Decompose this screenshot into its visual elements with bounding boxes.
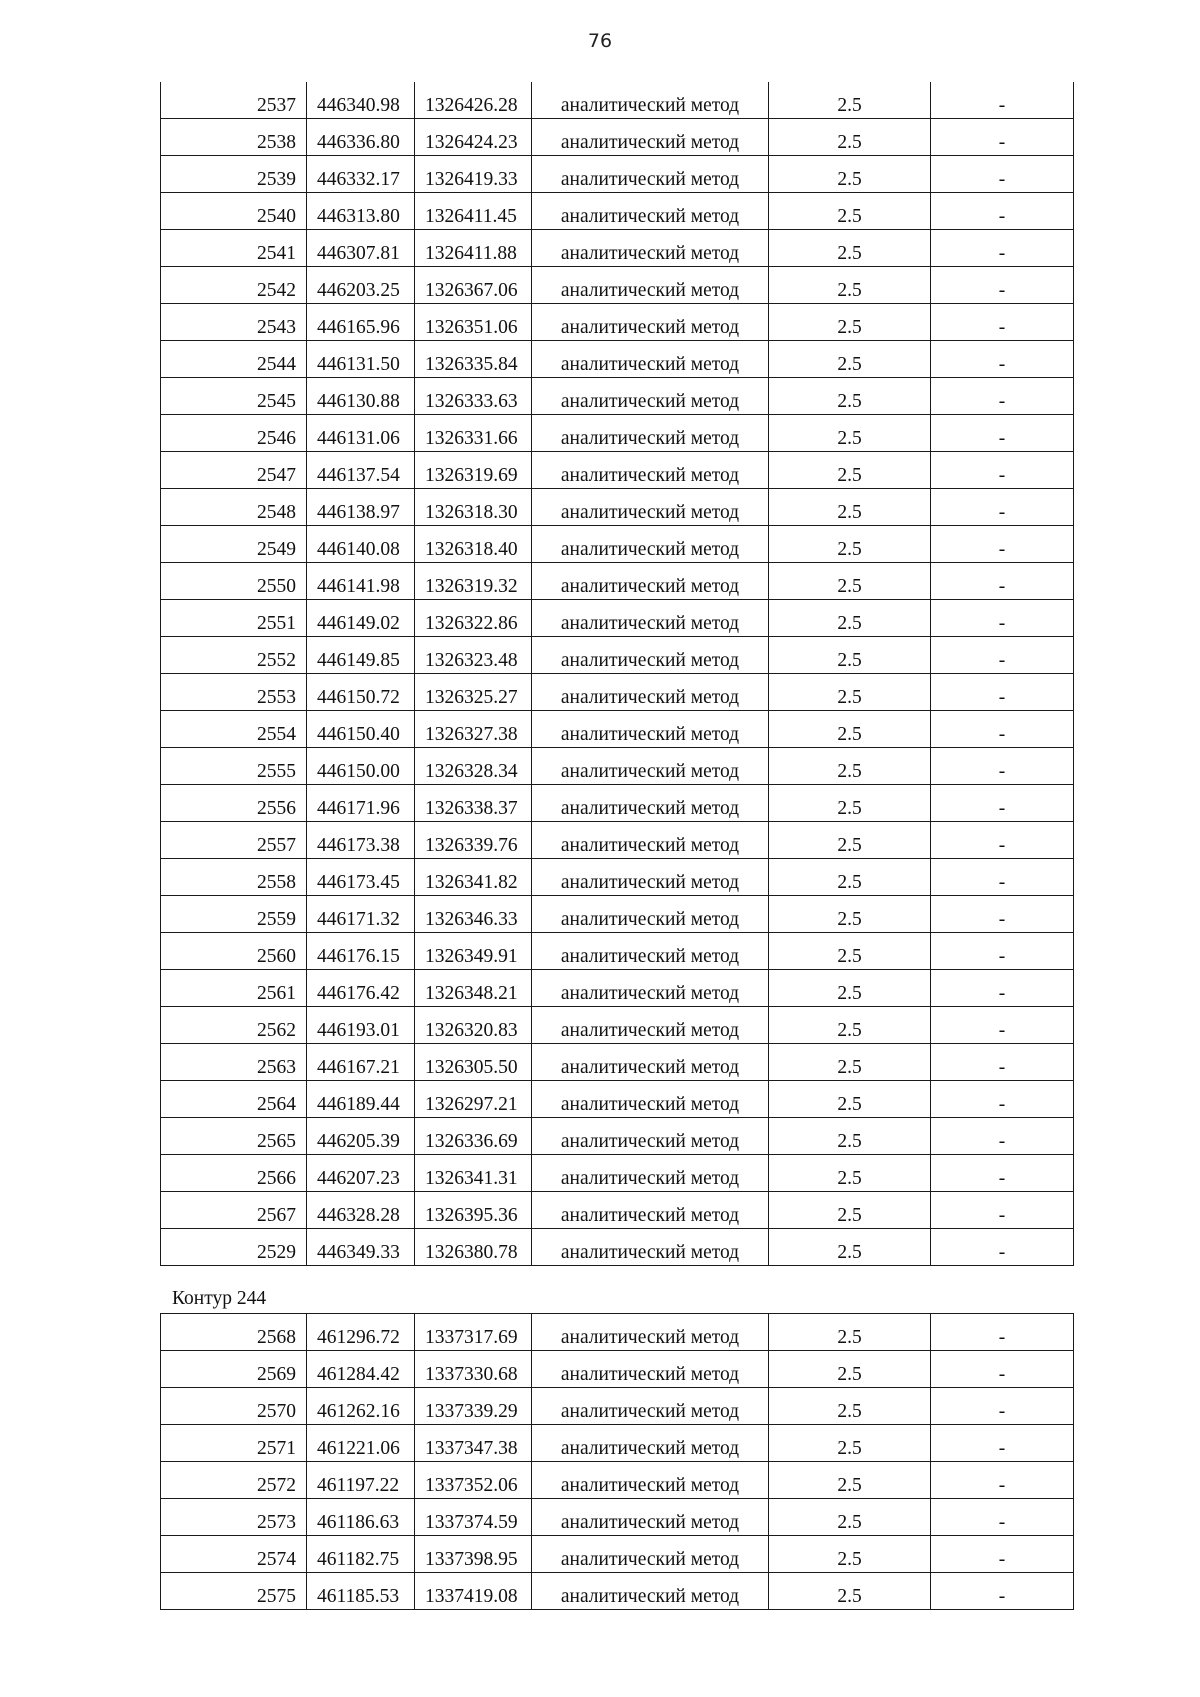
x-coordinate-cell: 461182.75 — [307, 1536, 415, 1573]
method-cell: аналитический метод — [532, 1388, 769, 1425]
note-cell: - — [931, 1462, 1074, 1499]
coordinates-table-body — [161, 82, 1074, 1266]
table-row — [161, 674, 1074, 711]
table-row — [161, 119, 1074, 156]
accuracy-cell: 2.5 — [769, 970, 931, 1007]
point-number-cell: 2565 — [161, 1118, 307, 1155]
x-coordinate-cell: 446171.32 — [307, 896, 415, 933]
accuracy-cell: 2.5 — [769, 1573, 931, 1610]
method-cell: аналитический метод — [532, 933, 769, 970]
x-coordinate-cell: 446167.21 — [307, 1044, 415, 1081]
note-cell: - — [931, 933, 1074, 970]
method-cell: аналитический метод — [532, 859, 769, 896]
method-cell: аналитический метод — [532, 970, 769, 1007]
point-number-cell: 2566 — [161, 1155, 307, 1192]
y-coordinate-cell: 1326380.78 — [415, 1229, 532, 1266]
point-number-cell: 2546 — [161, 415, 307, 452]
y-coordinate-cell: 1337352.06 — [415, 1462, 532, 1499]
table-row — [161, 1118, 1074, 1155]
method-cell: аналитический метод — [532, 1192, 769, 1229]
method-cell: аналитический метод — [532, 304, 769, 341]
x-coordinate-cell: 446150.00 — [307, 748, 415, 785]
y-coordinate-cell: 1326333.63 — [415, 378, 532, 415]
point-number-cell: 2555 — [161, 748, 307, 785]
method-cell: аналитический метод — [532, 1155, 769, 1192]
table-row — [161, 1229, 1074, 1266]
point-number-cell: 2553 — [161, 674, 307, 711]
table-row — [161, 1314, 1074, 1351]
point-number-cell: 2542 — [161, 267, 307, 304]
accuracy-cell: 2.5 — [769, 822, 931, 859]
x-coordinate-cell: 461185.53 — [307, 1573, 415, 1610]
accuracy-cell: 2.5 — [769, 193, 931, 230]
x-coordinate-cell: 461262.16 — [307, 1388, 415, 1425]
coordinates-table — [160, 82, 1074, 1266]
coordinates-table-contour — [160, 1313, 1074, 1610]
method-cell: аналитический метод — [532, 1229, 769, 1266]
table-row — [161, 1388, 1074, 1425]
table-row — [161, 1081, 1074, 1118]
method-cell: аналитический метод — [532, 896, 769, 933]
section-label: Контур 244 — [172, 1288, 267, 1309]
point-number-cell: 2540 — [161, 193, 307, 230]
accuracy-cell: 2.5 — [769, 1425, 931, 1462]
y-coordinate-cell: 1337419.08 — [415, 1573, 532, 1610]
point-number-cell: 2552 — [161, 637, 307, 674]
method-cell: аналитический метод — [532, 637, 769, 674]
accuracy-cell: 2.5 — [769, 711, 931, 748]
note-cell: - — [931, 637, 1074, 674]
y-coordinate-cell: 1326395.36 — [415, 1192, 532, 1229]
table-row — [161, 1536, 1074, 1573]
table-row — [161, 1007, 1074, 1044]
table-row — [161, 193, 1074, 230]
x-coordinate-cell: 446150.40 — [307, 711, 415, 748]
point-number-cell: 2572 — [161, 1462, 307, 1499]
table-row — [161, 489, 1074, 526]
note-cell: - — [931, 230, 1074, 267]
accuracy-cell: 2.5 — [769, 378, 931, 415]
method-cell: аналитический метод — [532, 1425, 769, 1462]
table-row — [161, 563, 1074, 600]
point-number-cell: 2529 — [161, 1229, 307, 1266]
method-cell: аналитический метод — [532, 748, 769, 785]
point-number-cell: 2571 — [161, 1425, 307, 1462]
note-cell: - — [931, 1007, 1074, 1044]
y-coordinate-cell: 1326331.66 — [415, 415, 532, 452]
accuracy-cell: 2.5 — [769, 1081, 931, 1118]
y-coordinate-cell: 1326341.82 — [415, 859, 532, 896]
note-cell: - — [931, 415, 1074, 452]
table-row — [161, 1192, 1074, 1229]
y-coordinate-cell: 1337347.38 — [415, 1425, 532, 1462]
accuracy-cell: 2.5 — [769, 1155, 931, 1192]
y-coordinate-cell: 1326411.45 — [415, 193, 532, 230]
note-cell: - — [931, 896, 1074, 933]
note-cell: - — [931, 341, 1074, 378]
x-coordinate-cell: 461186.63 — [307, 1499, 415, 1536]
y-coordinate-cell: 1326305.50 — [415, 1044, 532, 1081]
accuracy-cell: 2.5 — [769, 1499, 931, 1536]
accuracy-cell: 2.5 — [769, 674, 931, 711]
x-coordinate-cell: 446340.98 — [307, 82, 415, 119]
note-cell: - — [931, 1536, 1074, 1573]
accuracy-cell: 2.5 — [769, 785, 931, 822]
note-cell: - — [931, 526, 1074, 563]
x-coordinate-cell: 446137.54 — [307, 452, 415, 489]
x-coordinate-cell: 446336.80 — [307, 119, 415, 156]
accuracy-cell: 2.5 — [769, 119, 931, 156]
method-cell: аналитический метод — [532, 1081, 769, 1118]
note-cell: - — [931, 193, 1074, 230]
accuracy-cell: 2.5 — [769, 1192, 931, 1229]
point-number-cell: 2551 — [161, 600, 307, 637]
x-coordinate-cell: 446173.45 — [307, 859, 415, 896]
table-row — [161, 526, 1074, 563]
accuracy-cell: 2.5 — [769, 304, 931, 341]
method-cell: аналитический метод — [532, 415, 769, 452]
y-coordinate-cell: 1326419.33 — [415, 156, 532, 193]
accuracy-cell: 2.5 — [769, 896, 931, 933]
note-cell: - — [931, 304, 1074, 341]
accuracy-cell: 2.5 — [769, 1314, 931, 1351]
x-coordinate-cell: 446171.96 — [307, 785, 415, 822]
method-cell: аналитический метод — [532, 82, 769, 119]
method-cell: аналитический метод — [532, 1044, 769, 1081]
y-coordinate-cell: 1326297.21 — [415, 1081, 532, 1118]
x-coordinate-cell: 446149.85 — [307, 637, 415, 674]
method-cell: аналитический метод — [532, 785, 769, 822]
accuracy-cell: 2.5 — [769, 1044, 931, 1081]
accuracy-cell: 2.5 — [769, 1388, 931, 1425]
point-number-cell: 2541 — [161, 230, 307, 267]
note-cell: - — [931, 489, 1074, 526]
accuracy-cell: 2.5 — [769, 1351, 931, 1388]
method-cell: аналитический метод — [532, 822, 769, 859]
y-coordinate-cell: 1337317.69 — [415, 1314, 532, 1351]
note-cell: - — [931, 1081, 1074, 1118]
method-cell: аналитический метод — [532, 674, 769, 711]
point-number-cell: 2573 — [161, 1499, 307, 1536]
table-row — [161, 1155, 1074, 1192]
point-number-cell: 2561 — [161, 970, 307, 1007]
table-row — [161, 970, 1074, 1007]
table-row — [161, 711, 1074, 748]
y-coordinate-cell: 1326325.27 — [415, 674, 532, 711]
point-number-cell: 2550 — [161, 563, 307, 600]
method-cell: аналитический метод — [532, 378, 769, 415]
note-cell: - — [931, 1425, 1074, 1462]
accuracy-cell: 2.5 — [769, 452, 931, 489]
point-number-cell: 2575 — [161, 1573, 307, 1610]
method-cell: аналитический метод — [532, 1499, 769, 1536]
x-coordinate-cell: 446150.72 — [307, 674, 415, 711]
table-row — [161, 1573, 1074, 1610]
y-coordinate-cell: 1326336.69 — [415, 1118, 532, 1155]
table-row — [161, 378, 1074, 415]
method-cell: аналитический метод — [532, 267, 769, 304]
note-cell: - — [931, 1351, 1074, 1388]
note-cell: - — [931, 452, 1074, 489]
x-coordinate-cell: 461221.06 — [307, 1425, 415, 1462]
method-cell: аналитический метод — [532, 1462, 769, 1499]
y-coordinate-cell: 1326318.40 — [415, 526, 532, 563]
accuracy-cell: 2.5 — [769, 748, 931, 785]
x-coordinate-cell: 461197.22 — [307, 1462, 415, 1499]
point-number-cell: 2563 — [161, 1044, 307, 1081]
accuracy-cell: 2.5 — [769, 82, 931, 119]
y-coordinate-cell: 1326320.83 — [415, 1007, 532, 1044]
accuracy-cell: 2.5 — [769, 341, 931, 378]
x-coordinate-cell: 446307.81 — [307, 230, 415, 267]
table-row — [161, 748, 1074, 785]
note-cell: - — [931, 1118, 1074, 1155]
note-cell: - — [931, 1229, 1074, 1266]
accuracy-cell: 2.5 — [769, 859, 931, 896]
x-coordinate-cell: 446205.39 — [307, 1118, 415, 1155]
x-coordinate-cell: 446349.33 — [307, 1229, 415, 1266]
y-coordinate-cell: 1326338.37 — [415, 785, 532, 822]
note-cell: - — [931, 1155, 1074, 1192]
x-coordinate-cell: 446203.25 — [307, 267, 415, 304]
accuracy-cell: 2.5 — [769, 1229, 931, 1266]
method-cell: аналитический метод — [532, 193, 769, 230]
x-coordinate-cell: 446130.88 — [307, 378, 415, 415]
point-number-cell: 2547 — [161, 452, 307, 489]
note-cell: - — [931, 1314, 1074, 1351]
method-cell: аналитический метод — [532, 341, 769, 378]
note-cell: - — [931, 711, 1074, 748]
x-coordinate-cell: 446193.01 — [307, 1007, 415, 1044]
y-coordinate-cell: 1326411.88 — [415, 230, 532, 267]
accuracy-cell: 2.5 — [769, 933, 931, 970]
y-coordinate-cell: 1326328.34 — [415, 748, 532, 785]
note-cell: - — [931, 600, 1074, 637]
method-cell: аналитический метод — [532, 526, 769, 563]
table-row — [161, 230, 1074, 267]
x-coordinate-cell: 446189.44 — [307, 1081, 415, 1118]
x-coordinate-cell: 446140.08 — [307, 526, 415, 563]
x-coordinate-cell: 446207.23 — [307, 1155, 415, 1192]
x-coordinate-cell: 446131.06 — [307, 415, 415, 452]
note-cell: - — [931, 1192, 1074, 1229]
method-cell: аналитический метод — [532, 711, 769, 748]
y-coordinate-cell: 1326348.21 — [415, 970, 532, 1007]
note-cell: - — [931, 563, 1074, 600]
x-coordinate-cell: 446165.96 — [307, 304, 415, 341]
x-coordinate-cell: 461296.72 — [307, 1314, 415, 1351]
table-row — [161, 1425, 1074, 1462]
method-cell: аналитический метод — [532, 600, 769, 637]
accuracy-cell: 2.5 — [769, 156, 931, 193]
x-coordinate-cell: 446313.80 — [307, 193, 415, 230]
table-row — [161, 341, 1074, 378]
point-number-cell: 2562 — [161, 1007, 307, 1044]
point-number-cell: 2559 — [161, 896, 307, 933]
accuracy-cell: 2.5 — [769, 637, 931, 674]
method-cell: аналитический метод — [532, 1007, 769, 1044]
x-coordinate-cell: 446176.15 — [307, 933, 415, 970]
method-cell: аналитический метод — [532, 1118, 769, 1155]
method-cell: аналитический метод — [532, 1351, 769, 1388]
accuracy-cell: 2.5 — [769, 230, 931, 267]
note-cell: - — [931, 970, 1074, 1007]
x-coordinate-cell: 446131.50 — [307, 341, 415, 378]
y-coordinate-cell: 1326339.76 — [415, 822, 532, 859]
x-coordinate-cell: 446176.42 — [307, 970, 415, 1007]
x-coordinate-cell: 446173.38 — [307, 822, 415, 859]
x-coordinate-cell: 446328.28 — [307, 1192, 415, 1229]
note-cell: - — [931, 156, 1074, 193]
x-coordinate-cell: 446138.97 — [307, 489, 415, 526]
y-coordinate-cell: 1326327.38 — [415, 711, 532, 748]
y-coordinate-cell: 1326367.06 — [415, 267, 532, 304]
point-number-cell: 2574 — [161, 1536, 307, 1573]
accuracy-cell: 2.5 — [769, 563, 931, 600]
note-cell: - — [931, 859, 1074, 896]
point-number-cell: 2564 — [161, 1081, 307, 1118]
table-row — [161, 822, 1074, 859]
x-coordinate-cell: 446332.17 — [307, 156, 415, 193]
accuracy-cell: 2.5 — [769, 1118, 931, 1155]
note-cell: - — [931, 119, 1074, 156]
point-number-cell: 2567 — [161, 1192, 307, 1229]
y-coordinate-cell: 1326426.28 — [415, 82, 532, 119]
coordinates-table-contour-body — [161, 1314, 1074, 1610]
y-coordinate-cell: 1337339.29 — [415, 1388, 532, 1425]
y-coordinate-cell: 1326335.84 — [415, 341, 532, 378]
method-cell: аналитический метод — [532, 119, 769, 156]
method-cell: аналитический метод — [532, 489, 769, 526]
point-number-cell: 2569 — [161, 1351, 307, 1388]
table-row — [161, 156, 1074, 193]
table-row — [161, 1044, 1074, 1081]
accuracy-cell: 2.5 — [769, 267, 931, 304]
note-cell: - — [931, 748, 1074, 785]
table-row — [161, 600, 1074, 637]
point-number-cell: 2560 — [161, 933, 307, 970]
table-row — [161, 267, 1074, 304]
point-number-cell: 2539 — [161, 156, 307, 193]
y-coordinate-cell: 1326318.30 — [415, 489, 532, 526]
note-cell: - — [931, 378, 1074, 415]
y-coordinate-cell: 1326323.48 — [415, 637, 532, 674]
y-coordinate-cell: 1337330.68 — [415, 1351, 532, 1388]
table-row — [161, 304, 1074, 341]
point-number-cell: 2538 — [161, 119, 307, 156]
table-row — [161, 933, 1074, 970]
method-cell: аналитический метод — [532, 1573, 769, 1610]
accuracy-cell: 2.5 — [769, 489, 931, 526]
note-cell: - — [931, 785, 1074, 822]
point-number-cell: 2570 — [161, 1388, 307, 1425]
table-row — [161, 415, 1074, 452]
y-coordinate-cell: 1326351.06 — [415, 304, 532, 341]
point-number-cell: 2556 — [161, 785, 307, 822]
point-number-cell: 2558 — [161, 859, 307, 896]
y-coordinate-cell: 1326319.69 — [415, 452, 532, 489]
point-number-cell: 2549 — [161, 526, 307, 563]
y-coordinate-cell: 1326349.91 — [415, 933, 532, 970]
accuracy-cell: 2.5 — [769, 1007, 931, 1044]
point-number-cell: 2545 — [161, 378, 307, 415]
method-cell: аналитический метод — [532, 563, 769, 600]
point-number-cell: 2557 — [161, 822, 307, 859]
method-cell: аналитический метод — [532, 452, 769, 489]
y-coordinate-cell: 1326319.32 — [415, 563, 532, 600]
method-cell: аналитический метод — [532, 1314, 769, 1351]
y-coordinate-cell: 1337398.95 — [415, 1536, 532, 1573]
method-cell: аналитический метод — [532, 156, 769, 193]
table-row — [161, 1499, 1074, 1536]
table-row — [161, 637, 1074, 674]
y-coordinate-cell: 1326346.33 — [415, 896, 532, 933]
accuracy-cell: 2.5 — [769, 415, 931, 452]
point-number-cell: 2568 — [161, 1314, 307, 1351]
accuracy-cell: 2.5 — [769, 1536, 931, 1573]
y-coordinate-cell: 1326424.23 — [415, 119, 532, 156]
point-number-cell: 2537 — [161, 82, 307, 119]
method-cell: аналитический метод — [532, 230, 769, 267]
point-number-cell: 2554 — [161, 711, 307, 748]
table-row — [161, 896, 1074, 933]
table-row — [161, 785, 1074, 822]
y-coordinate-cell: 1326322.86 — [415, 600, 532, 637]
y-coordinate-cell: 1337374.59 — [415, 1499, 532, 1536]
accuracy-cell: 2.5 — [769, 1462, 931, 1499]
note-cell: - — [931, 1499, 1074, 1536]
point-number-cell: 2543 — [161, 304, 307, 341]
note-cell: - — [931, 1388, 1074, 1425]
x-coordinate-cell: 461284.42 — [307, 1351, 415, 1388]
method-cell: аналитический метод — [532, 1536, 769, 1573]
x-coordinate-cell: 446141.98 — [307, 563, 415, 600]
note-cell: - — [931, 822, 1074, 859]
y-coordinate-cell: 1326341.31 — [415, 1155, 532, 1192]
note-cell: - — [931, 1044, 1074, 1081]
accuracy-cell: 2.5 — [769, 526, 931, 563]
page-number: 76 — [587, 30, 613, 52]
table-row — [161, 1351, 1074, 1388]
note-cell: - — [931, 267, 1074, 304]
point-number-cell: 2544 — [161, 341, 307, 378]
table-row — [161, 1462, 1074, 1499]
note-cell: - — [931, 1573, 1074, 1610]
table-row — [161, 859, 1074, 896]
note-cell: - — [931, 674, 1074, 711]
x-coordinate-cell: 446149.02 — [307, 600, 415, 637]
note-cell: - — [931, 82, 1074, 119]
point-number-cell: 2548 — [161, 489, 307, 526]
accuracy-cell: 2.5 — [769, 600, 931, 637]
table-row — [161, 452, 1074, 489]
table-row — [161, 82, 1074, 119]
